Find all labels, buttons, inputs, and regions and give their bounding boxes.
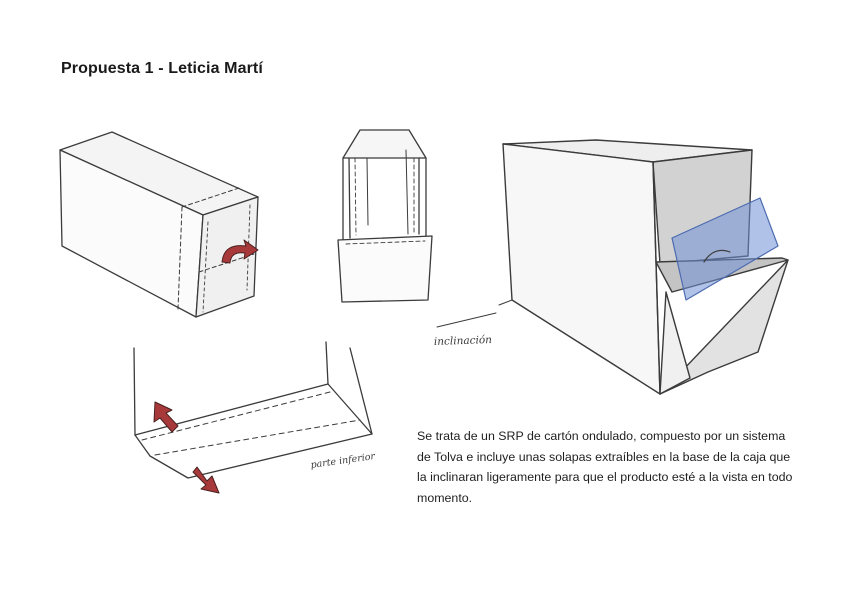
- tilt-annotation: inclinación: [433, 333, 493, 348]
- display-box-sketch: [499, 140, 788, 394]
- proposal-description: Se trata de un SRP de cartón ondulado, compuesto por un sistema de Tolva e incluye unas solapas extraíbles en la base de la caja que la inclinaran ligeramente para que el producto esté a la vista en todo momento.: [417, 429, 793, 505]
- closed-box-sketch: [60, 132, 258, 317]
- tilt-indicator: [437, 313, 496, 327]
- flap-up-arrow-icon: [154, 402, 178, 432]
- bottom-annotation: parte inferior: [309, 451, 376, 471]
- page-title: Propuesta 1 - Leticia Martí: [61, 60, 263, 77]
- open-box-sketch: [338, 130, 432, 302]
